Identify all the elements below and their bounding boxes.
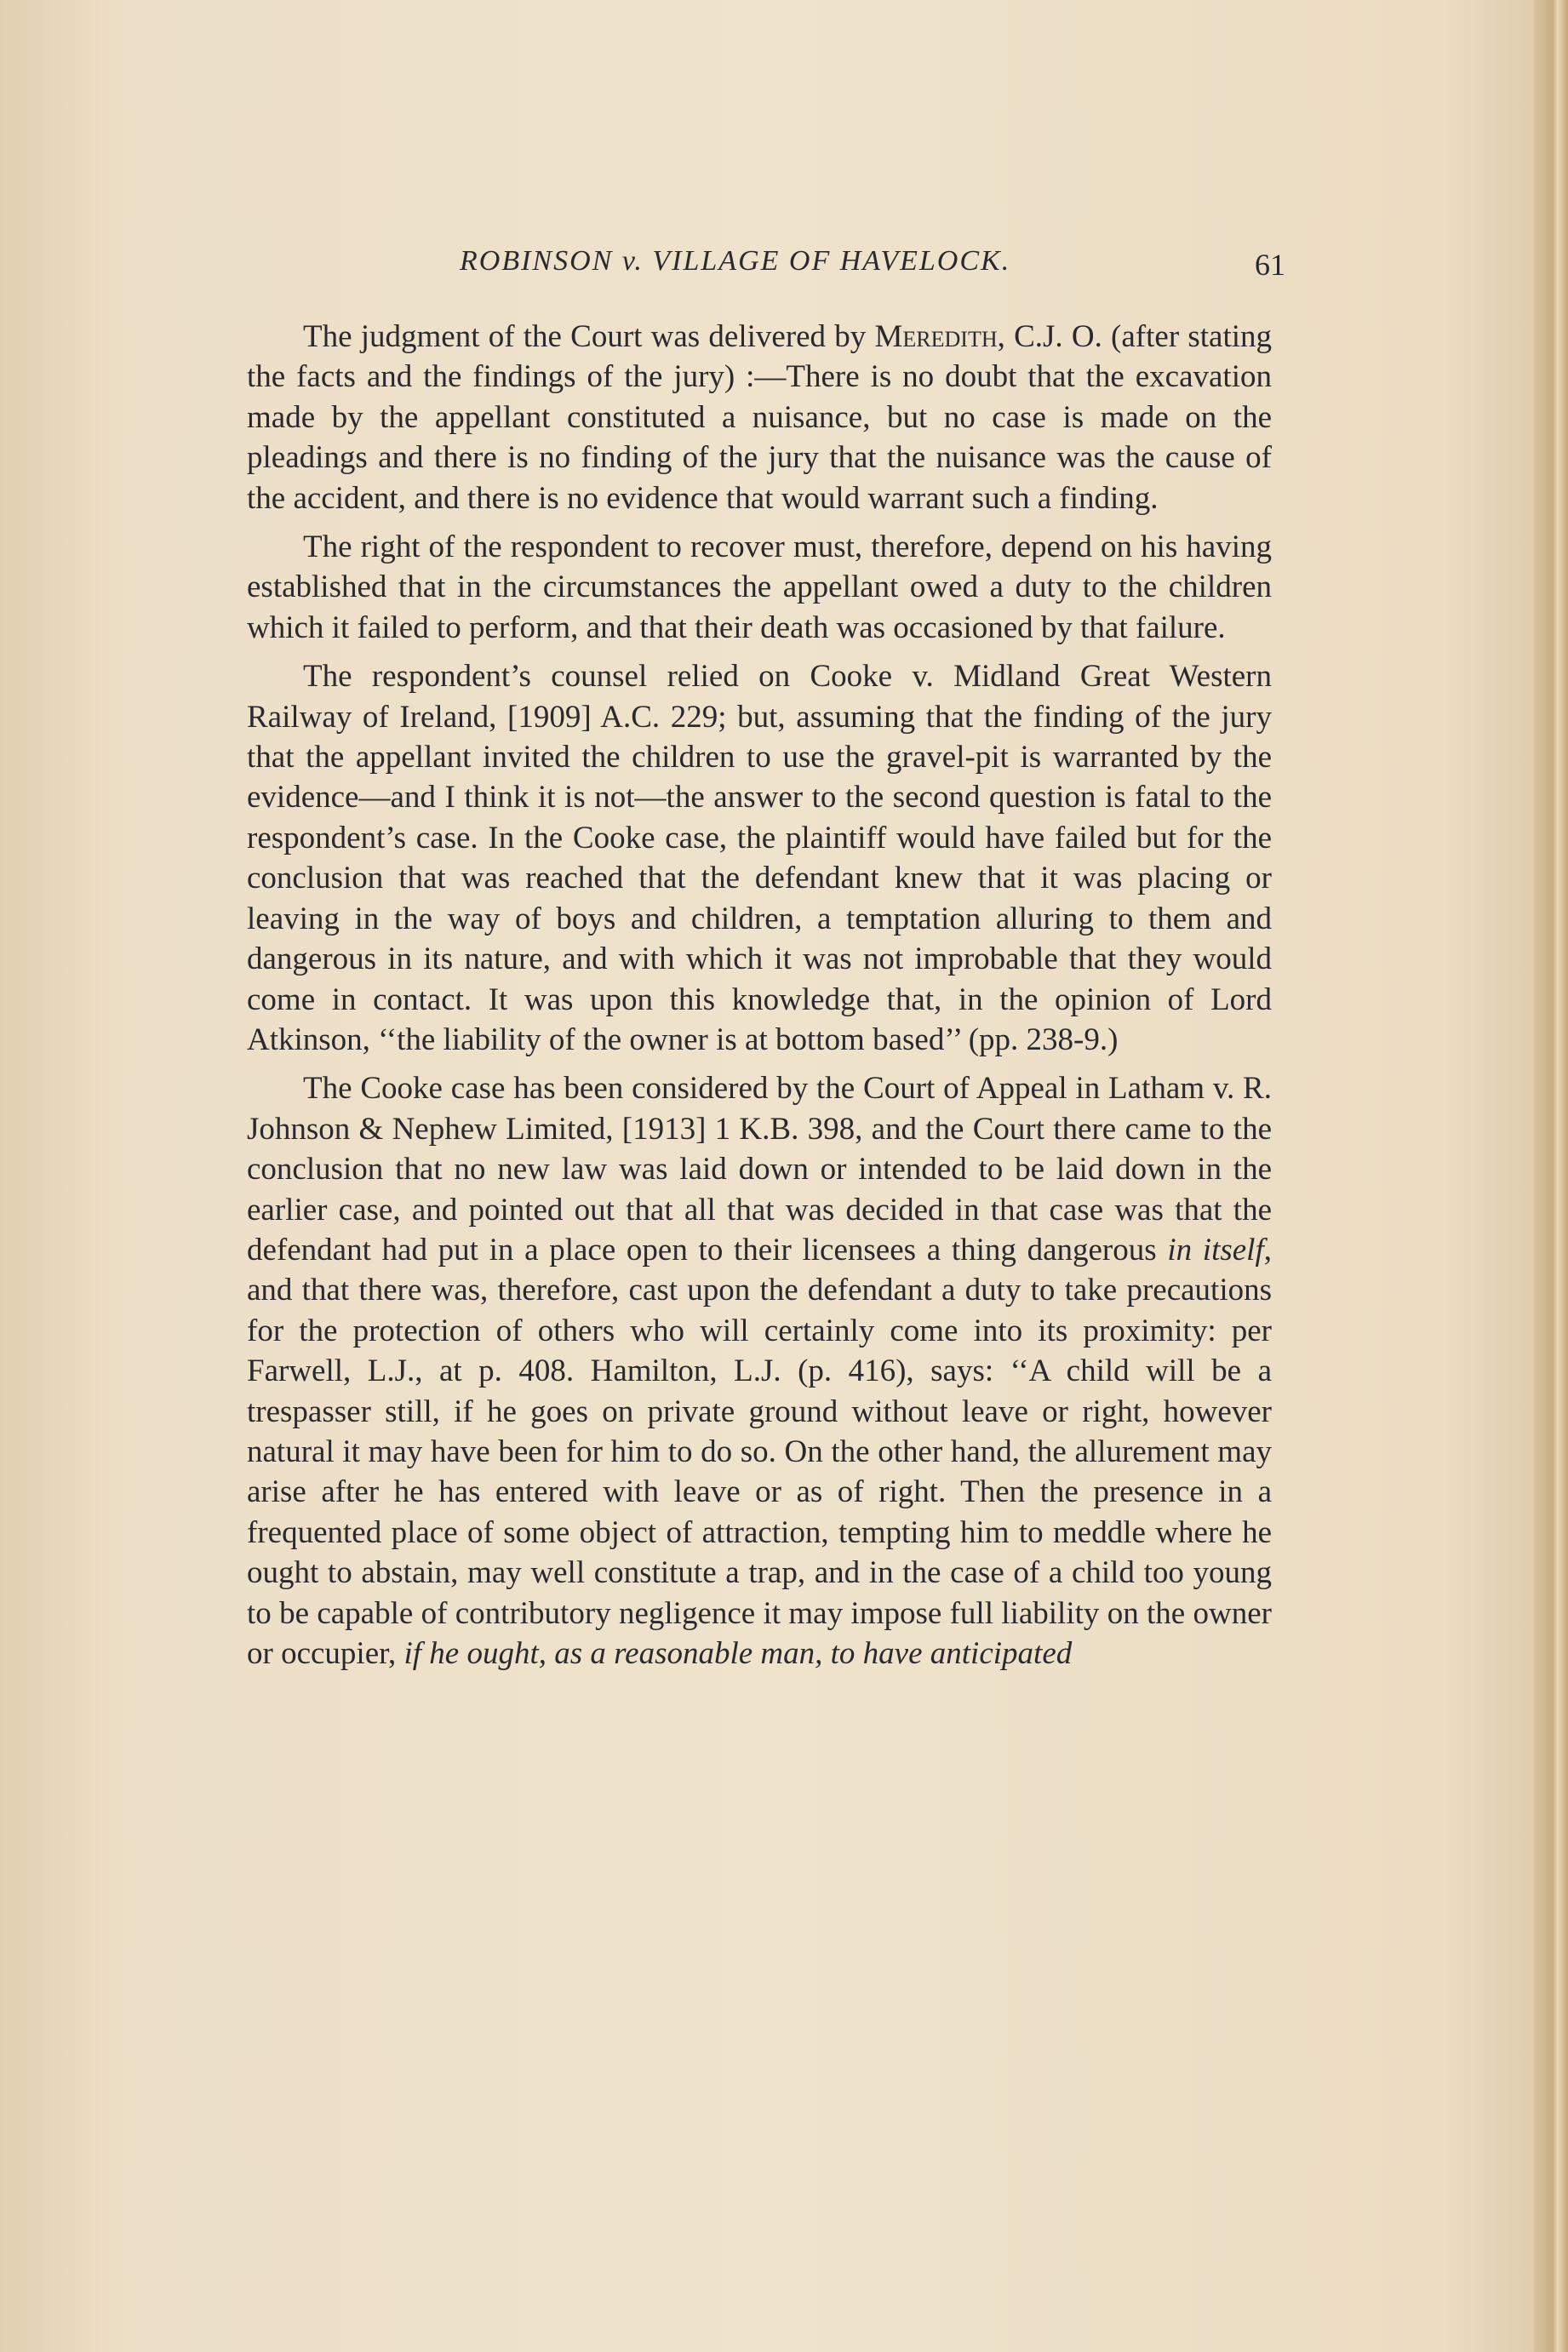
italic-ending: if he ought, as a reasonable man, to have anticipated (403, 1636, 1073, 1671)
running-title: ROBINSON v. VILLAGE OF HAVELOCK. (460, 245, 1011, 277)
page-header (247, 245, 1285, 282)
paragraph-1 (247, 317, 1272, 518)
italic-phrase: in itself (1167, 1232, 1264, 1268)
paragraph-4-intro: The Cooke case has been considered by the Court of Appeal in Latham v. R. Johnson & Nephew Limited, [1913] 1 K.B. 398, and the Court there came to the conclusion that no new law was laid down or intended to be laid down in the earlier case, and pointed out that all that was decided in that case was that the defendant had put in a place open to their licensees a thing dangerous (247, 1071, 1272, 1268)
paragraph-1-intro: The judgment of the Court was delivered by (303, 319, 875, 354)
body-text (247, 317, 1272, 1682)
paragraph-3: The respondent’s counsel relied on Cooke v. Midland Great Western Railway of Ireland, [1909] A.C. 229; but, assuming that the finding of the jury that the appellant invited the children to use the gravel-pit is warranted by the evidence—and I think it is not—the answer to the second question is fatal to the respondent’s case. In the Cooke case, the plaintiff would have failed but for the conclusion that was reached that the defendant knew that it was placing or leaving in the way of boys and children, a temptation alluring to them and dangerous in its nature, and with which it was not improbable that they would come in contact. It was upon this knowledge that, in the opinion of Lord Atkinson, ‘‘the liability of the owner is at bottom based’’ (pp. 238-9.) (247, 659, 1272, 1057)
page-number: 61 (1255, 248, 1285, 282)
paragraph-4-text: , and that there was, therefore, cast upon the defendant a duty to take precautions for the protection of others who will certainly come into its proximity: per Farwell, L.J., at p. 408. Hamilton, L.J. (p. 416), says: ‘‘A child will be a trespasser still, if he goes on private ground without leave or right, however natural it may have been for him to do so. On the other hand, the allurement may arise after he has entered with leave or as of right. Then the presence in a frequented place of some object of attraction, tempting him to meddle where he ought to abstain, may well constitute a trap, and in the case of a child too young to be capable of contributory negligence it may impose full liability on the owner or occupier, (247, 1232, 1272, 1671)
paragraph-1-text: , C.J. O. (after stating the facts and the findings of the jury) :—There is no doubt that the excavation made by the appellant constituted a nuisance, but no case is made on the pleadings and there is no finding of the jury that the nuisance was the cause of the accident, and there is no evidence that would warrant such a finding. (247, 319, 1273, 516)
page-edge (1534, 0, 1568, 2352)
judge-name: Meredith (874, 319, 998, 354)
paragraph-2: The right of the respondent to recover must, therefore, depend on his having established that in the circumstances the appellant owed a duty to the children which it failed to perform, and that their death was occasioned by that failure. (247, 529, 1272, 645)
paragraph-4 (247, 1068, 1272, 1674)
